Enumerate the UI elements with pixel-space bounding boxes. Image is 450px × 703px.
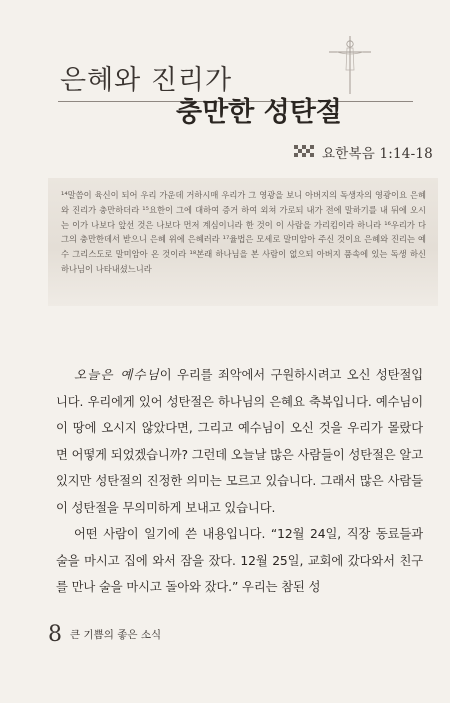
paragraph-2: 어떤 사람이 일기에 쓴 내용입니다. “12월 24일, 직장 동료들과 술을 마시고 집에 와서 잠을 잤다. 12월 25일, 교회에 갔다와서 친구를 만나 술을 마시고 돌아와 잤다.” 우리는 참된 성: [56, 527, 423, 594]
verse-text: ¹⁴말씀이 육신이 되어 우리 가운데 거하시매 우리가 그 영광을 보니 아버지의 독생자의 영광이요 은혜와 진리가 충만하더라 ¹⁵요한이 그에 대하여 증거 하여 외쳐 가로되 내가 전에 말하기를 내 뒤에 오시는 이가 나보다 앞선 것은 나보다 먼저 계심이니라 한 것이 이 사람을 가리킴이라 하니라 ¹⁶우리가 다 그의 충만한데서 받으니 은혜 위에 은혜러라 ¹⁷율법은 모세로 말미암아 주신 것이요 은혜와 진리는 예수 그리스도로 말미암아 온 것이라 ¹⁸본래 하나님을 본 사람이 없으되 아버지 품속에 있는 독생 하신 하나님이 나타내셨느니라: [61, 190, 426, 274]
cross-figure-icon: [325, 30, 375, 96]
title-line-1: 은혜와 진리가: [60, 65, 233, 96]
page-number: 8: [48, 622, 62, 647]
book-title: 큰 기쁨의 좋은 소식: [70, 629, 162, 641]
body-text: [56, 362, 423, 601]
paragraph-1: [56, 362, 423, 521]
reference-text: 요한복음 1:14-18: [322, 146, 433, 162]
verse-box: [48, 178, 438, 306]
scripture-reference: [294, 142, 433, 162]
checker-pattern-icon: [294, 145, 316, 159]
title-line-2: 충만한 성탄절: [176, 97, 342, 128]
paragraph-1-text: 이 우리를 죄악에서 구원하시려고 오신 성탄절입니다. 우리에게 있어 성탄절은 하나님의 은혜요 축복입니다. 예수님이 이 땅에 오시지 않았다면, 그리고 예수님이 오신 것을 우리가 몰랐다면 어떻게 되었겠습니까? 그런데 오늘날 많은 사람들이 성탄절은 알고 있지만 성탄절의 진정한 의미는 모르고 있습니다. 그래서 많은 사람들이 성탄절을 무의미하게 보내고 있습니다.: [56, 368, 424, 515]
page-footer: [48, 622, 161, 647]
handwritten-lead: 오늘은 예수님: [74, 367, 160, 382]
